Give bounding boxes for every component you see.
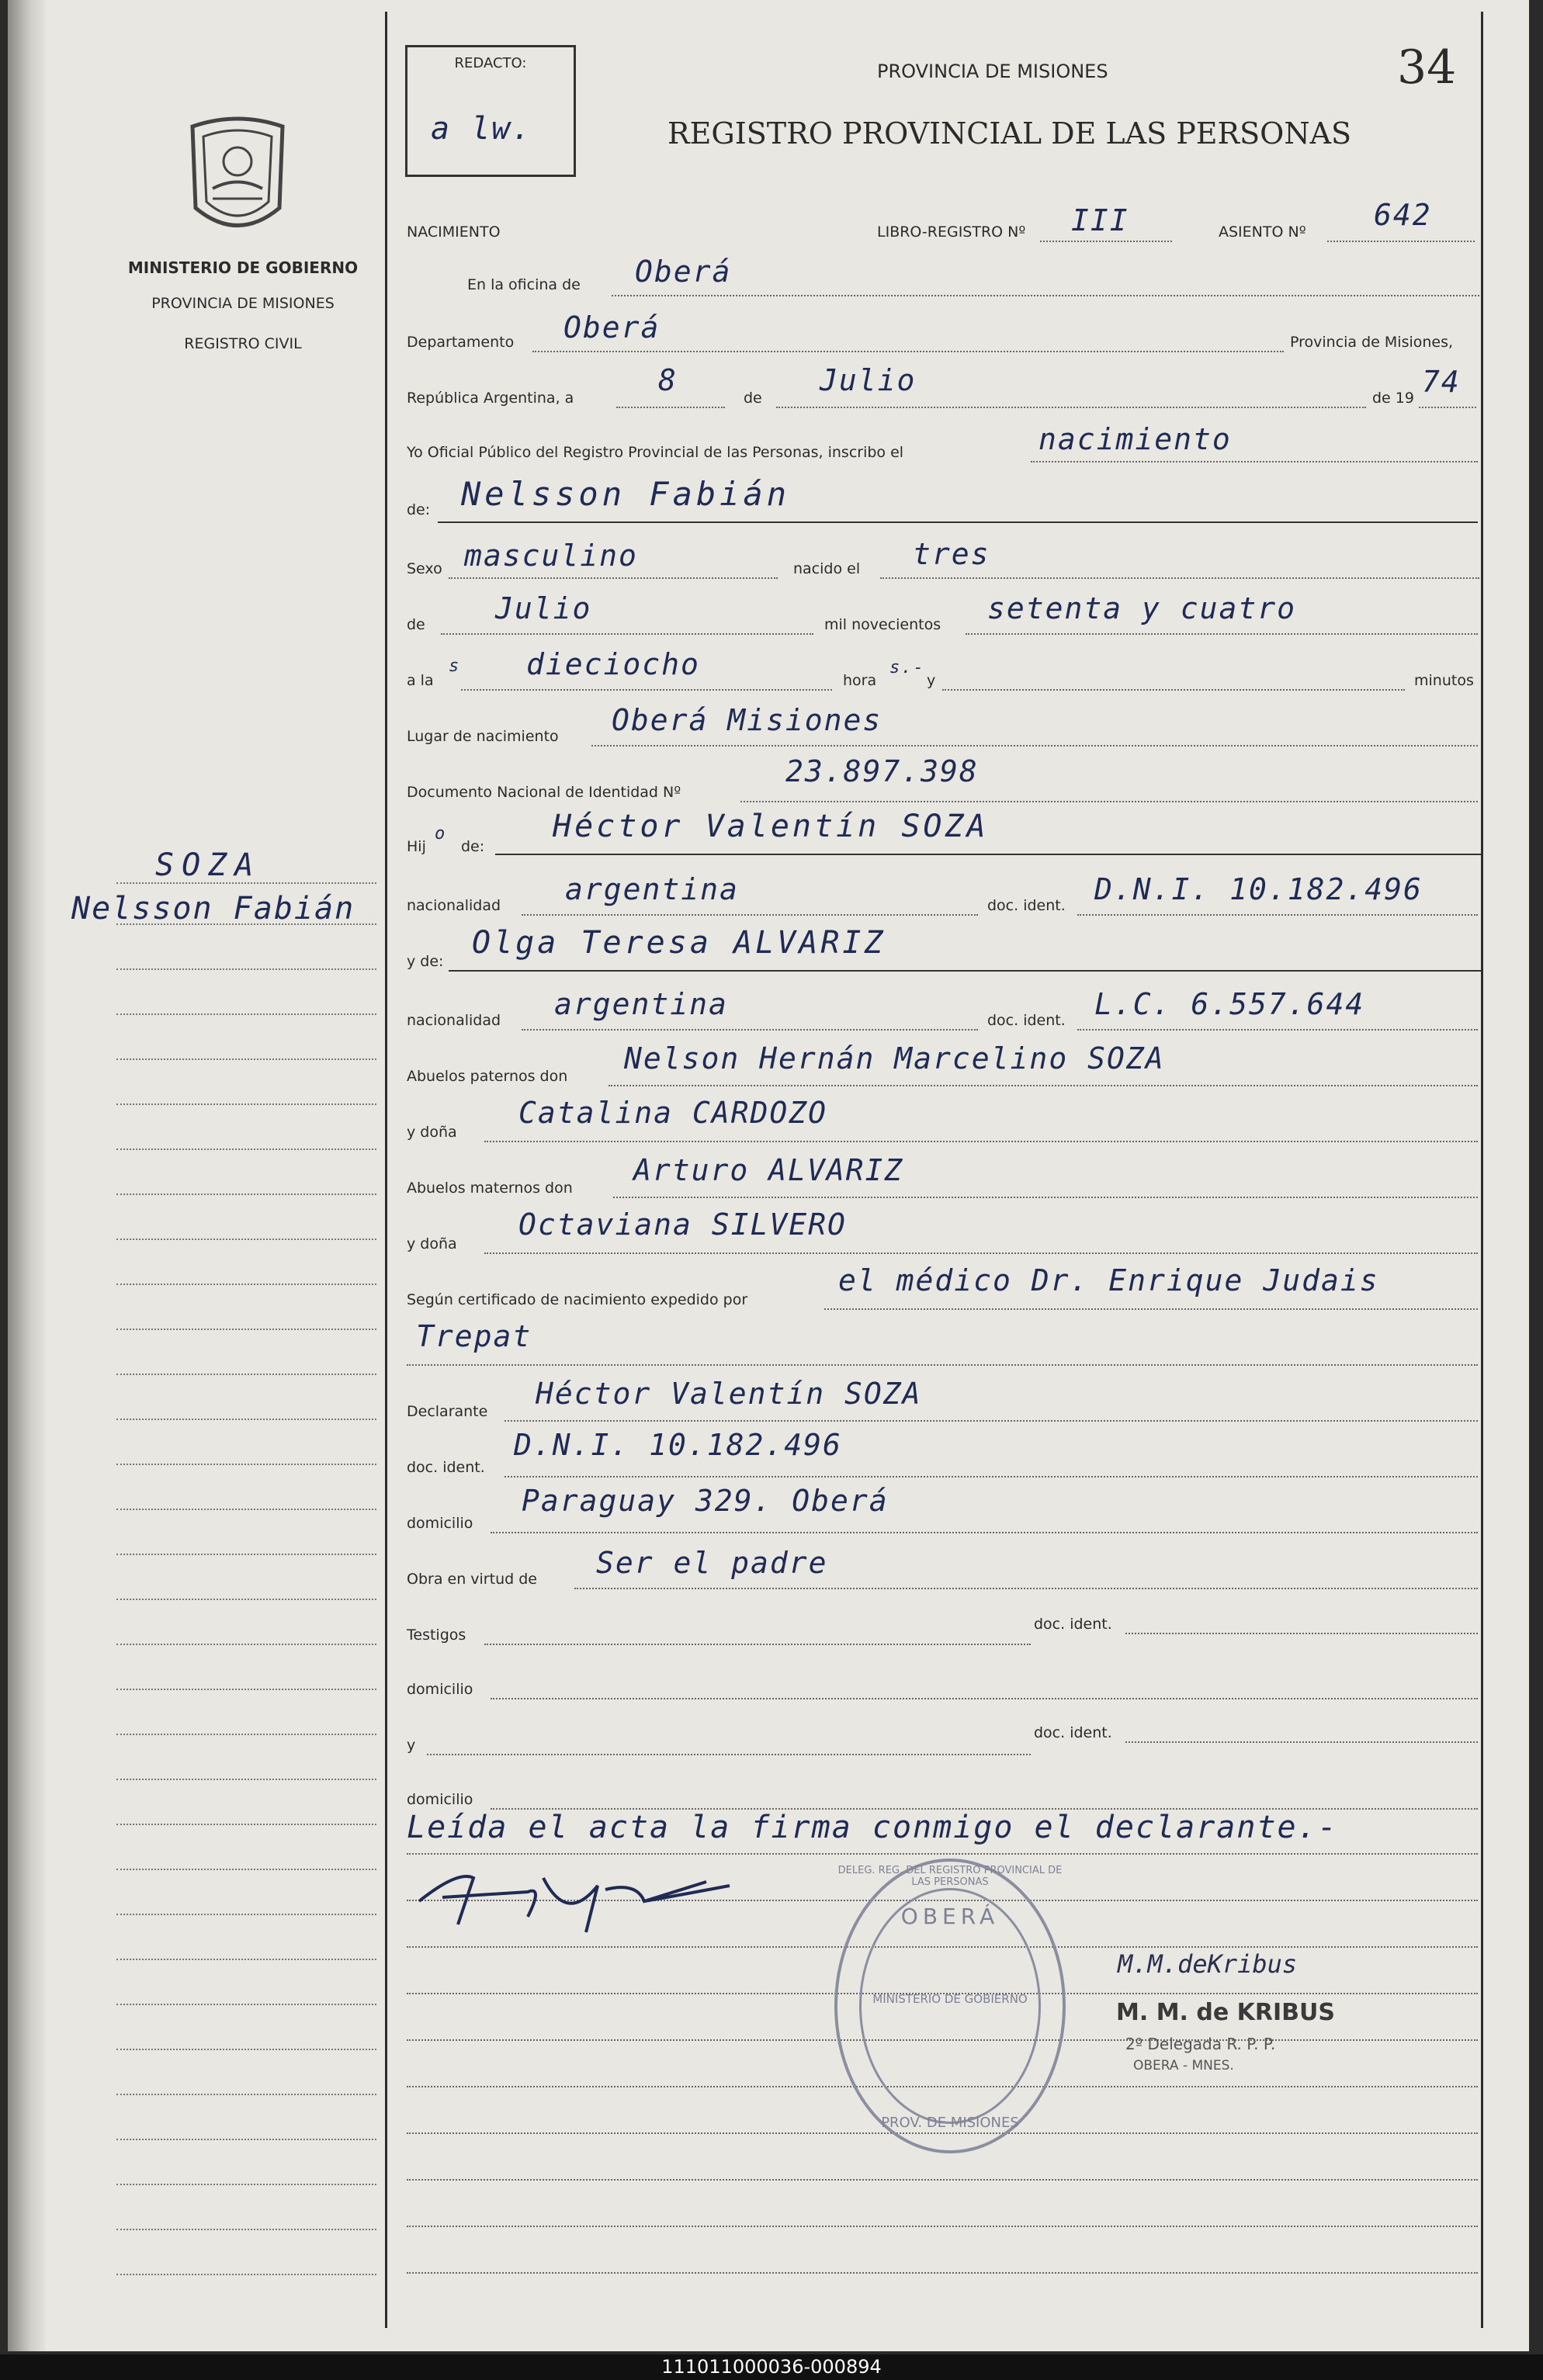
asiento-line [1327, 241, 1475, 242]
madre-value: Olga Teresa ALVARIZ [472, 925, 886, 961]
minutos-label: minutos [1414, 672, 1474, 689]
libro-value: III [1071, 203, 1129, 237]
mes-value: Julio [820, 363, 917, 397]
a-la-s-value: s [449, 656, 461, 676]
anio-line [1419, 407, 1476, 408]
abuela-pat-line [484, 1141, 1478, 1142]
nacionalidad-label: nacionalidad [407, 897, 501, 914]
declarante-doc-value: D.N.I. 10.182.496 [514, 1428, 842, 1462]
y-label-2: y [407, 1737, 416, 1754]
certificado-line-2 [407, 1364, 1478, 1366]
redacto-label: REDACTO: [454, 55, 527, 71]
declarante-value: Héctor Valentín SOZA [536, 1377, 922, 1411]
lugar-line [591, 745, 1478, 747]
y-label: y [927, 672, 936, 689]
dia-value: 8 [658, 363, 678, 397]
ministry-line1: MINISTERIO DE GOBIERNO [127, 258, 359, 277]
margin-line [116, 1779, 376, 1780]
hora-label: hora [843, 672, 877, 689]
segun-label: Según certificado de nacimiento expedido por [407, 1291, 748, 1308]
obra-line [574, 1588, 1478, 1589]
coat-of-arms-icon [185, 115, 290, 239]
stamp-center: MINISTERIO DE GOBIERNO [872, 1992, 1028, 2006]
abuelo-pat-line [609, 1085, 1478, 1086]
ruled-line [407, 2272, 1478, 2274]
hora-texto-value: dieciocho [526, 647, 700, 681]
margin-line [116, 882, 376, 884]
yo-oficial-label: Yo Oficial Público del Registro Provincial de las Personas, inscribo el [407, 444, 904, 461]
closing-text: Leída el acta la firma conmigo el declarante.- [407, 1810, 1338, 1845]
redacto-value: a lw. [431, 111, 532, 147]
departamento-label: Departamento [407, 334, 515, 351]
minutos-line [942, 689, 1405, 691]
certificado-value-2: Trepat [416, 1319, 532, 1353]
margin-line [116, 1058, 376, 1060]
de19-label: de 19 [1372, 390, 1414, 407]
stamp-ring: DELEG. REG. DEL REGISTRO PROVINCIAL DE LAS PERSONAS [837, 1865, 1063, 1888]
declarante-line [505, 1420, 1478, 1422]
margin-line [116, 1148, 376, 1150]
y-dona-label: y doña [407, 1124, 457, 1141]
doc-ident-label: doc. ident. [987, 897, 1066, 914]
madre-nac-line [522, 1029, 978, 1031]
doc-ident-label-2: doc. ident. [987, 1012, 1066, 1029]
margin-rule-right [1481, 12, 1483, 2328]
hij-label: Hij [407, 838, 426, 855]
margin-line [116, 1013, 376, 1015]
margin-line [116, 1914, 376, 1915]
de-colon-label: de: [407, 501, 431, 518]
margin-line [116, 1869, 376, 1870]
margin-line [116, 1509, 376, 1510]
departamento-line [532, 351, 1284, 352]
margin-line [116, 2004, 376, 2005]
anio-nac-value: setenta y cuatro [987, 591, 1297, 625]
madre-nac-value: argentina [554, 987, 728, 1021]
declarant-signature [411, 1855, 737, 1940]
ruled-line [407, 2179, 1478, 2181]
registry-title: REGISTRO PROVINCIAL DE LAS PERSONAS [667, 116, 1352, 151]
dni-value: 23.897.398 [785, 754, 979, 788]
margin-line [116, 1644, 376, 1645]
testigo1-line [484, 1644, 1031, 1645]
padre-doc-line [1077, 914, 1478, 916]
footer-bar [0, 2354, 1543, 2380]
doc-ident-label-4: doc. ident. [1034, 1616, 1112, 1633]
margin-line [116, 1374, 376, 1375]
ministry-line3: REGISTRO CIVIL [184, 335, 302, 352]
margin-line [116, 1734, 376, 1735]
margin-line [116, 2274, 376, 2275]
hij-suffix: o [435, 824, 447, 844]
lugar-value: Oberá Misiones [612, 703, 882, 737]
declarante-doc-line [505, 1476, 1478, 1478]
margin-line [116, 1464, 376, 1465]
testigo1-doc-line [1125, 1633, 1478, 1634]
padre-nac-line [522, 914, 978, 916]
official-place: OBERA - MNES. [1133, 2058, 1234, 2073]
acto-value: nacimiento [1038, 422, 1232, 456]
declarante-label: Declarante [407, 1403, 488, 1420]
margin-line [116, 2229, 376, 2230]
oficina-value: Oberá [635, 255, 732, 289]
nacimiento-label: NACIMIENTO [407, 223, 501, 241]
abuelo-pat-value: Nelson Hernán Marcelino SOZA [624, 1041, 1165, 1076]
redacto-box [405, 45, 576, 177]
madre-doc-line [1077, 1029, 1478, 1031]
ruled-line [407, 2226, 1478, 2227]
margin-line [116, 1419, 376, 1420]
dia-line [616, 407, 725, 408]
margin-line [116, 1554, 376, 1555]
oficina-label: En la oficina de [467, 276, 581, 293]
padre-line [495, 854, 1481, 855]
sexo-value: masculino [464, 539, 638, 573]
official-signature: M.M.deKribus [1118, 1949, 1298, 1979]
book-spine [8, 0, 45, 2351]
margin-line [116, 1103, 376, 1105]
official-stamp [834, 1859, 1066, 2153]
testigos-label: Testigos [407, 1627, 466, 1644]
margin-line [116, 923, 376, 925]
padre-doc-value: D.N.I. 10.182.496 [1094, 872, 1423, 906]
declarante-dom-line [491, 1532, 1478, 1533]
margin-surname: SOZA [155, 847, 262, 883]
margin-line [116, 1329, 376, 1330]
y-de-label: y de: [407, 953, 444, 970]
asiento-value: 642 [1374, 198, 1432, 232]
nacido-line [880, 577, 1479, 579]
official-name: M. M. de KRIBUS [1116, 1999, 1335, 2026]
asiento-label: ASIENTO Nº [1219, 223, 1306, 241]
y-dona-label-2: y doña [407, 1235, 457, 1252]
documento-label: Documento Nacional de Identidad Nº [407, 784, 681, 801]
provincia-label: Provincia de Misiones, [1290, 334, 1454, 351]
padre-value: Héctor Valentín SOZA [553, 809, 989, 844]
margin-line [116, 1239, 376, 1240]
de-label-2: de [407, 616, 425, 633]
doc-ident-label-5: doc. ident. [1034, 1724, 1112, 1741]
domicilio-label: domicilio [407, 1515, 473, 1532]
nacido-value: tres [913, 537, 990, 571]
libro-line [1040, 241, 1172, 242]
footer-code: 111011000036-000894 [661, 2356, 882, 2378]
province-header: PROVINCIA DE MISIONES [877, 61, 1108, 82]
anio-nac-line [966, 633, 1478, 635]
stamp-bottom: PROV. DE MISIONES [881, 2115, 1019, 2131]
abuelos-paternos-label: Abuelos paternos don [407, 1068, 568, 1085]
obra-value: Ser el padre [596, 1546, 828, 1580]
mes-line [776, 407, 1366, 408]
nombre-value: Nelsson Fabián [461, 475, 791, 513]
domicilio-label-3: domicilio [407, 1791, 473, 1808]
sexo-line [449, 577, 778, 579]
margin-line [116, 1193, 376, 1195]
margin-line [116, 1824, 376, 1825]
abuelo-mat-value: Arturo ALVARIZ [633, 1153, 904, 1187]
mil-novecientos-label: mil novecientos [824, 616, 941, 633]
abuelo-mat-line [613, 1197, 1478, 1198]
departamento-value: Oberá [563, 310, 661, 345]
margin-line [116, 1959, 376, 1960]
margin-rule-left [385, 12, 387, 2328]
a-la-label: a la [407, 672, 434, 689]
abuela-mat-line [484, 1252, 1478, 1254]
margin-line [116, 2139, 376, 2140]
certificado-value-1: el médico Dr. Enrique Judais [838, 1263, 1379, 1297]
margin-line [116, 1689, 376, 1690]
abuela-mat-value: Octaviana SILVERO [518, 1207, 847, 1242]
margin-line [116, 2184, 376, 2185]
abuela-pat-value: Catalina CARDOZO [518, 1096, 828, 1130]
madre-doc-value: L.C. 6.557.644 [1094, 987, 1365, 1021]
mes-nac-value: Julio [495, 591, 592, 625]
acto-line [1031, 461, 1478, 462]
margin-line [116, 968, 376, 970]
ministry-line2: PROVINCIA DE MISIONES [151, 295, 335, 312]
official-role: 2º Delegada R. P. P. [1125, 2035, 1276, 2053]
padre-nac-value: argentina [565, 872, 739, 906]
mes-nac-line [441, 633, 813, 635]
dni-line [740, 801, 1478, 802]
register-page [8, 0, 1529, 2351]
testigo2-doc-line [1125, 1741, 1478, 1743]
nacido-label: nacido el [793, 560, 861, 577]
margin-line [116, 1284, 376, 1285]
madre-line [449, 970, 1481, 972]
republica-label: República Argentina, a [407, 390, 574, 407]
margin-line [116, 2049, 376, 2050]
libro-label: LIBRO-REGISTRO Nº [877, 223, 1026, 241]
stamp-top: OBERÁ [900, 1904, 1000, 1929]
domicilio-label-2: domicilio [407, 1681, 473, 1698]
obra-label: Obra en virtud de [407, 1571, 537, 1588]
de-colon-label-2: de: [461, 838, 485, 855]
nacionalidad-label-2: nacionalidad [407, 1012, 501, 1029]
doc-ident-label-3: doc. ident. [407, 1459, 485, 1476]
lugar-label: Lugar de nacimiento [407, 728, 559, 745]
page-number: 34 [1397, 40, 1457, 95]
testigo1-dom-line [491, 1698, 1478, 1699]
margin-line [116, 1599, 376, 1600]
hora-texto-line [461, 689, 832, 691]
de-label: de [744, 390, 762, 407]
sexo-label: Sexo [407, 560, 442, 577]
hora-s-value: s.- [889, 658, 925, 677]
certificado-line-1 [824, 1308, 1478, 1310]
abuelos-maternos-label: Abuelos maternos don [407, 1180, 573, 1197]
declarante-dom-value: Paraguay 329. Oberá [522, 1484, 889, 1518]
oficina-line [612, 295, 1479, 296]
margin-line [116, 2094, 376, 2095]
testigo2-line [427, 1754, 1031, 1755]
anio-value: 74 [1422, 365, 1461, 399]
nombre-line [438, 521, 1478, 523]
margin-names: Nelsson Fabián [71, 891, 355, 927]
